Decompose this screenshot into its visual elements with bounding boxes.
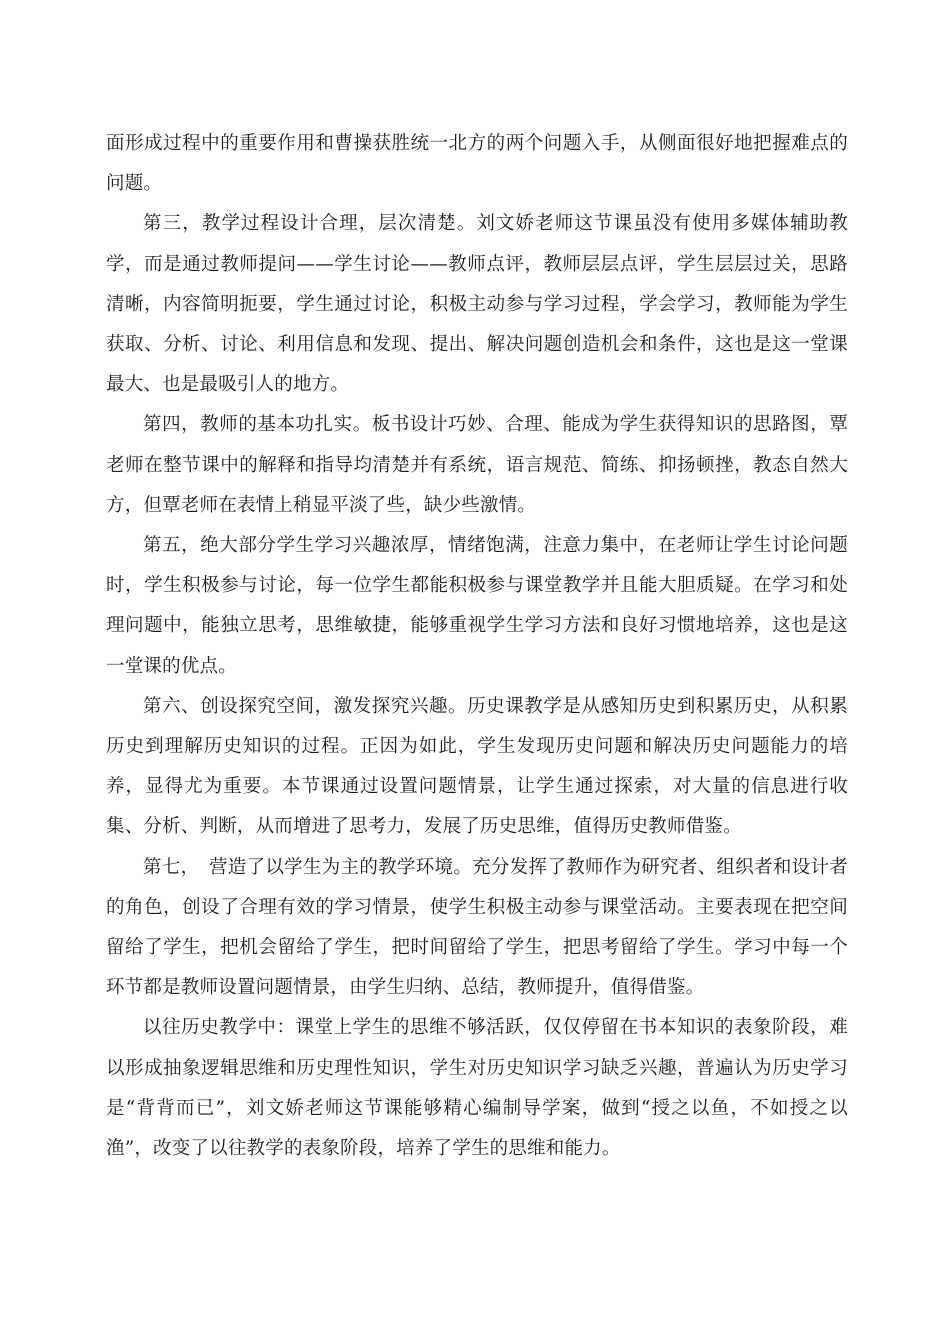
paragraph-third-point: 第三，教学过程设计合理，层次清楚。刘文娇老师这节课虽没有使用多媒体辅助教学，而是通过教师提问——学生讨论——教师点评，教师层层点评，学生层层过关，思路清晰，内容简明扼要，学生通过讨论，积极主动参与学习过程，学会学习，教师能为学生获取、分析、讨论、利用信息和发现、提出、解决问题创造机会和条件，这也是这一堂课最大、也是最吸引人的地方。 xyxy=(106,213,848,396)
paragraph-conclusion: 以往历史教学中：课堂上学生的思维不够活跃，仅仅停留在书本知识的表象阶段，难以形成抽象逻辑思维和历史理性知识，学生对历史知识学习缺乏兴趣，普遍认为历史学习是“背背而已”，刘文娇老师这节课能够精心编制导学案，做到“授之以鱼，不如授之以渔”，改变了以往教学的表象阶段，培养了学生的思维和能力。 xyxy=(106,1017,848,1160)
paragraph-seventh-point: 第七， 营造了以学生为主的教学环境。充分发挥了教师作为研究者、组织者和设计者的角色，创设了合理有效的学习情景，使学生积极主动参与课堂活动。主要表现在把空间留给了学生，把机会留给了学生，把时间留给了学生，把思考留给了学生。学习中每一个环节都是教师设置问题情景，由学生归纳、总结，教师提升，值得借鉴。 xyxy=(106,856,848,999)
paragraph-continuation: 面形成过程中的重要作用和曹操获胜统一北方的两个问题入手，从侧面很好地把握难点的问题。 xyxy=(106,133,848,195)
document-body xyxy=(106,124,848,1169)
paragraph-fifth-point: 第五，绝大部分学生学习兴趣浓厚，情绪饱满，注意力集中，在老师让学生讨论问题时，学生积极参与讨论，每一位学生都能积极参与课堂教学并且能大胆质疑。在学习和处理问题中，能独立思考，思维敏捷，能够重视学生学习方法和良好习惯地培养，这也是这一堂课的优点。 xyxy=(106,535,848,677)
paragraph-sixth-point: 第六、创设探究空间，激发探究兴趣。历史课教学是从感知历史到积累历史，从积累历史到理解历史知识的过程。正因为如此，学生发现历史问题和解决历史问题能力的培养，显得尤为重要。本节课通过设置问题情景，让学生通过探索，对大量的信息进行收集、分析、判断，从而增进了思考力，发展了历史思维，值得历史教师借鉴。 xyxy=(106,695,848,838)
paragraph-fourth-point: 第四，教师的基本功扎实。板书设计巧妙、合理、能成为学生获得知识的思路图，覃老师在整节课中的解释和指导均清楚并有系统，语言规范、简练、抑扬顿挫，教态自然大方，但覃老师在表情上稍显平淡了些，缺少些激情。 xyxy=(106,414,848,516)
